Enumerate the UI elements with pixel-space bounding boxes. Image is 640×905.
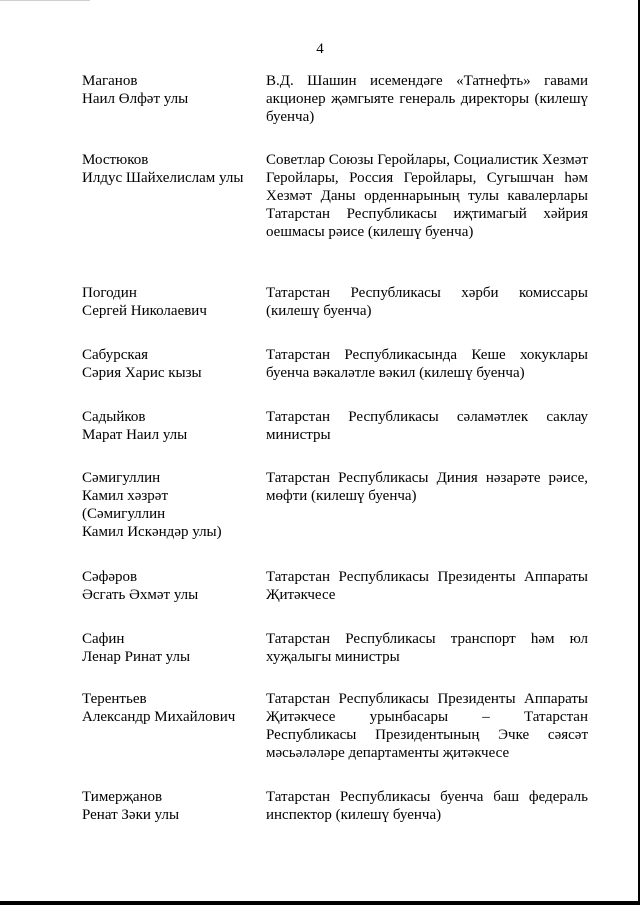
position-description: Советлар Союзы Геройлары, Социалистик Хезмәт Геройлары, Россия Геройлары, Сугышчан һәм Хезмәт Даны орденнарының тулы кавалерлары Татарстан Республикасы иҗтимагый хәйрия оешмасы рәисе (килешү буенча) <box>266 152 588 240</box>
person-name <box>82 151 257 187</box>
person-name <box>82 788 257 824</box>
surname: Погодин <box>82 285 137 301</box>
position-description: В.Д. Шашин исемендәге «Татнефть» гавами акционер җәмгыяте генераль директоры (килешү буенча) <box>266 73 588 125</box>
given-name: Сәрия Харис кызы <box>82 365 202 381</box>
person-name <box>82 72 257 108</box>
given-name: Әсгать Әхмәт улы <box>82 587 199 603</box>
surname: Маганов <box>82 73 138 89</box>
surname: Мостюков <box>82 152 149 168</box>
position-description: Татарстан Республикасында Кеше хокуклары буенча вәкаләтле вәкил (килешү буенча) <box>266 347 588 381</box>
given-name: Камил хәзрәт <box>82 488 169 504</box>
person-name <box>82 346 257 382</box>
surname: Терентьев <box>82 691 147 707</box>
surname: Тимерҗанов <box>82 789 163 805</box>
person-name <box>82 690 257 726</box>
position-description: Татарстан Республикасы Президенты Аппараты Җитәкчесе урынбасары – Татарстан Республикасы Президентының Эчке сәясәт мәсьәләләре департаменты җитәкчесе <box>266 691 588 761</box>
full-name-close: Камил Искәндәр улы) <box>82 524 222 540</box>
surname: Сәмигуллин <box>82 470 161 486</box>
given-name: Сергей Николаевич <box>82 303 207 319</box>
position-description: Татарстан Республикасы сәламәтлек саклау министры <box>266 409 588 443</box>
page-number: 4 <box>316 41 324 57</box>
surname: Садыйков <box>82 409 146 425</box>
given-name: Ренат Зәки улы <box>82 807 180 823</box>
person-name <box>82 284 257 320</box>
position-description: Татарстан Республикасы хәрби комиссары (килешү буенча) <box>266 285 588 319</box>
person-name <box>82 630 257 666</box>
position-description: Татарстан Республикасы буенча баш федераль инспектор (килешү буенча) <box>266 789 588 823</box>
position-description: Татарстан Республикасы Диния нәзарәте рәисе, мөфти (килешү буенча) <box>266 470 588 504</box>
given-name: Александр Михайлович <box>82 709 236 725</box>
person-name <box>82 408 257 444</box>
surname: Сәфәров <box>82 569 138 585</box>
full-name-open: (Сәмигуллин <box>82 506 166 522</box>
surname: Сабурская <box>82 347 148 363</box>
position-description: Татарстан Республикасы транспорт һәм юл хуҗалыгы министры <box>266 631 588 665</box>
scan-artifact-line <box>0 0 90 1</box>
scan-edge-bottom <box>0 901 640 905</box>
given-name: Ленар Ринат улы <box>82 649 191 665</box>
person-name <box>82 568 257 604</box>
given-name: Наил Өлфәт улы <box>82 91 189 107</box>
position-description: Татарстан Республикасы Президенты Аппараты Җитәкчесе <box>266 569 588 603</box>
given-name: Илдус Шайхелислам улы <box>82 170 244 186</box>
surname: Сафин <box>82 631 125 647</box>
person-name <box>82 469 257 541</box>
given-name: Марат Наил улы <box>82 427 188 443</box>
